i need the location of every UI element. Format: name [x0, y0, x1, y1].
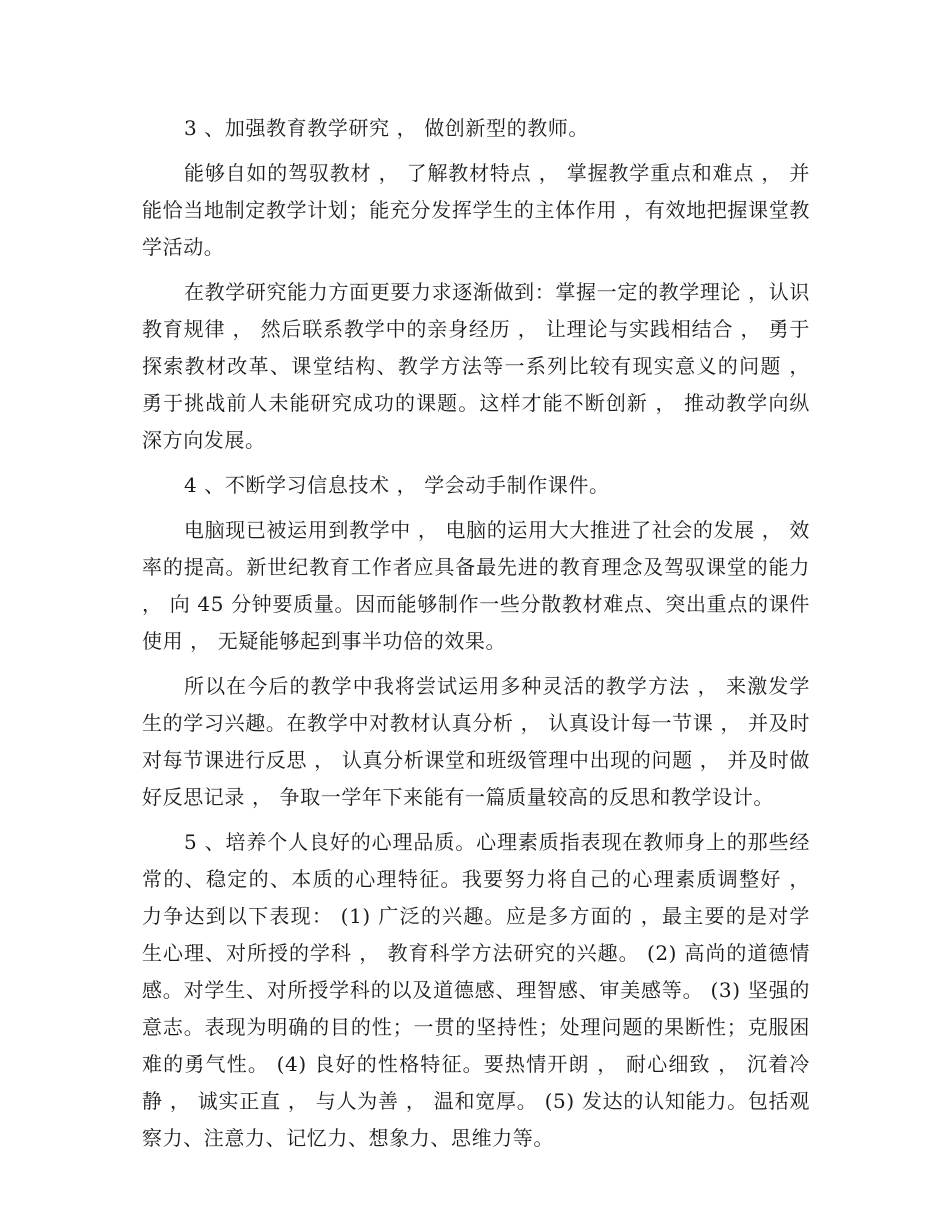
section-heading-3: 3 、加强教育教学研究 ， 做创新型的教师。 — [184, 116, 589, 140]
document-body — [142, 110, 810, 1165]
paragraph: 电脑现已被运用到教学中 ， 电脑的运用大大推进了社会的发展 ， 效率的提高。新世纪教育工作者应具备最先进的教育理念及驾驭课堂的能力 ， 向 45 分钟要质量。因而能够制作一些分散教材难点、突出重点的课件使用 ， 无疑能够起到事半功倍的效果。 — [142, 518, 810, 653]
section-5-paragraph: 5 、培养个人良好的心理品质。心理素质指表现在教师身上的那些经常的、稳定的、本质的心理特征。我要努力将自己的心理素质调整好 ， 力争达到以下表现： (1) 广泛的兴趣。应是多方面的 ，最主要的是对学生心理、对所授的学科 ， 教育科学方法研究的兴趣。 (2) 高尚的道德情感。对学生、对所授学科的以及道德感、理智感、审美感等。 (3) 坚强的意志。表现为明确的目的性；一贯的坚持性；处理问题的果断性；克服困难的勇气性。 (4) 良好的性格特征。要热情开朗 ， 耐心细致 ， 沉着冷静 ， 诚实正直 ， 与人为善 ， 温和宽厚。 (5) 发达的认知能力。包括观察力、注意力、记忆力、想象力、思维力等。 — [142, 830, 810, 1150]
paragraph: 所以在今后的教学中我将尝试运用多种灵活的教学方法 ， 来激发学生的学习兴趣。在教学中对教材认真分析 ， 认真设计每一节课 ， 并及时对每节课进行反思 ， 认真分析课堂和班级管理中出现的问题 ， 并及时做好反思记录 ， 争取一学年下来能有一篇质量较高的反思和教学设计。 — [142, 674, 810, 809]
paragraph: 在教学研究能力方面更要力求逐渐做到：掌握一定的教学理论 ，认识教育规律 ， 然后联系教学中的亲身经历 ， 让理论与实践相结合 ， 勇于探索教材改革、课堂结构、教学方法等一系列比较有现实意义的问题 ， 勇于挑战前人未能研究成功的课题。这样才能不断创新 ， 推动教学向纵深方向发展。 — [142, 280, 810, 452]
section-heading-4: 4 、不断学习信息技术 ， 学会动手制作课件。 — [184, 473, 610, 497]
paragraph: 能够自如的驾驭教材 ， 了解教材特点 ， 掌握教学重点和难点 ， 并能恰当地制定教学计划；能充分发挥学生的主体作用 ，有效地把握课堂教学活动。 — [142, 161, 810, 259]
